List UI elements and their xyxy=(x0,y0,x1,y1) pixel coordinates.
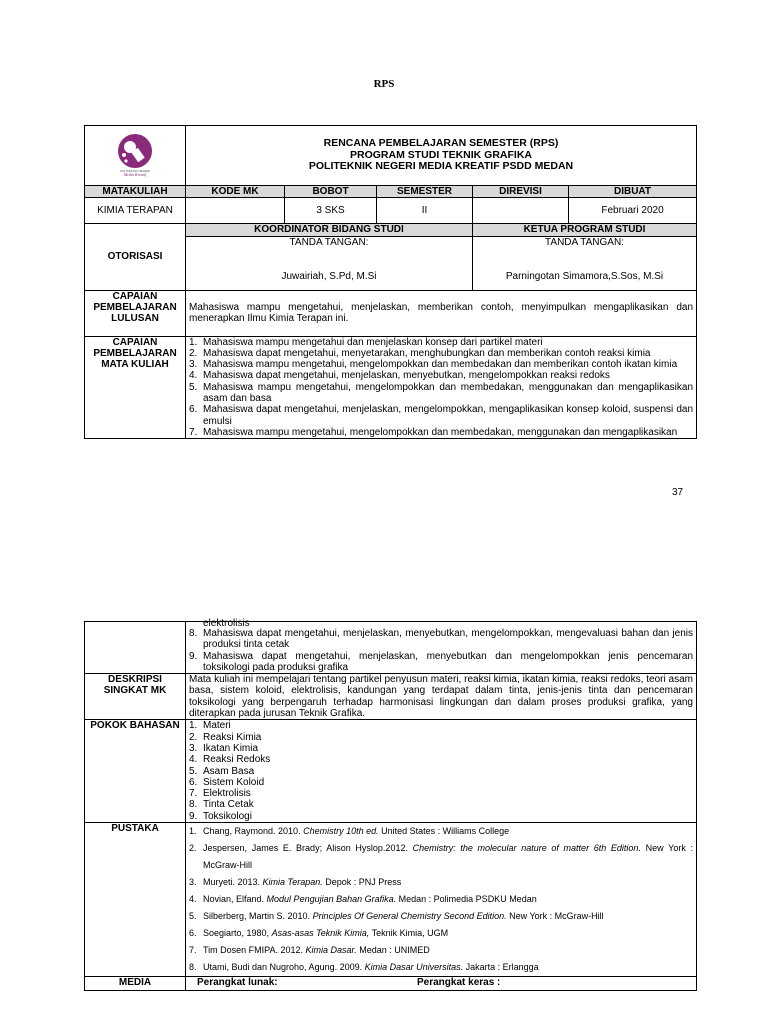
kaprodi-sign-label: TANDA TANGAN: xyxy=(545,236,624,248)
cpmk-item xyxy=(189,337,693,348)
pustaka-item xyxy=(189,908,693,925)
rps-heading-line1: RENCANA PEMBELAJARAN SEMESTER (RPS) xyxy=(323,137,559,150)
cpmk-item-number: 1. xyxy=(189,336,198,348)
course-revised xyxy=(473,198,569,224)
pokok-bahasan-list xyxy=(189,720,693,822)
koordinator-name: Juwairiah, S.Pd, M.Si xyxy=(281,270,377,282)
otorisasi-label: OTORISASI xyxy=(85,224,186,290)
pokok-item-number: 6. xyxy=(189,776,198,788)
pokok-item-number: 9. xyxy=(189,810,198,822)
pokok-item-number: 7. xyxy=(189,788,198,800)
cpmk-item-number: 8. xyxy=(189,628,198,639)
pustaka-item xyxy=(189,891,693,908)
pokok-item-text: Toksikologi xyxy=(203,810,252,822)
pustaka-item xyxy=(189,840,693,874)
pustaka-item-number: 5. xyxy=(189,911,197,922)
pustaka-item xyxy=(189,874,693,891)
pustaka-list xyxy=(189,823,693,976)
rps-heading-line2: PROGRAM STUDI TEKNIK GRAFIKA xyxy=(350,148,532,161)
cpmk-item-text: Mahasiswa dapat mengetahui, menjelaskan, mengelompokkan, mengaplikasikan konsep koloid, suspensi dan emulsi xyxy=(203,404,694,427)
pustaka-item-number: 4. xyxy=(189,894,197,905)
col-matakuliah: MATAKULIAH xyxy=(85,186,186,198)
col-bobot: BOBOT xyxy=(285,186,377,198)
kaprodi-signature xyxy=(473,236,697,290)
pustaka-item xyxy=(189,942,693,959)
course-created: Februari 2020 xyxy=(569,198,697,224)
kaprodi-name: Parningotan Simamora,S.Sos, M.Si xyxy=(505,270,664,282)
pustaka-item-text: Jespersen, James E. Brady; Alison Hyslop.2012. Chemistry: the molecular nature of matter 6th Edition. New York : McGraw-Hill xyxy=(203,843,693,871)
pustaka-item-text: Utami, Budi dan Nugroho, Agung. 2009. Kimia Dasar Universitas. Jakarta : Erlangga xyxy=(203,962,539,973)
pokok-item-text: Reaksi Kimia xyxy=(203,731,262,743)
pokok-item-text: Asam Basa xyxy=(203,765,255,777)
cpmk-item-number: 2. xyxy=(189,347,198,359)
cpmk-continuation-text: elektrolisis xyxy=(203,618,250,629)
koordinator-signature xyxy=(186,236,473,290)
media-hardware: Perangkat keras : xyxy=(417,977,501,989)
pokok-item xyxy=(189,720,693,731)
cpmk-item-text: Mahasiswa mampu mengetahui dan menjelaskan konsep dari partikel materi xyxy=(203,336,543,348)
cpmk-continued-cell xyxy=(186,618,697,674)
deskripsi-label: DESKRIPSI SINGKAT MK xyxy=(85,674,186,720)
cpmk-item xyxy=(189,370,693,381)
pokok-item-text: Ikatan Kimia xyxy=(203,742,259,754)
koordinator-title: KOORDINATOR BIDANG STUDI xyxy=(186,224,473,236)
cpmk-item-text: Mahasiswa dapat mengetahui, menjelaskan, menyebutkan, mengelompokkan, mengevaluasi bahan dan jenis produksi tinta cetak xyxy=(203,628,693,651)
cpmk-item xyxy=(189,404,693,427)
pokok-item xyxy=(189,799,693,810)
media-label: MEDIA xyxy=(85,977,186,991)
deskripsi-text: Mata kuliah ini mempelajari tentang partikel penyusun materi, reaksi kimia, ikatan kimia, reaksi redoks, teori asam basa, sistem koloid, elektrolisis, kandungan yang terdapat dalam tinta, jenis-jenis tinta dan pencemaran toksikologi yang berpengaruh terhadap harmonisasi lingkungan dan dalam proses produksi grafika, yang diterapkan pada jurusan Teknik Grafika. xyxy=(186,674,697,720)
pokok-item xyxy=(189,788,693,799)
svg-text:POLITEKNIK NEGERI: POLITEKNIK NEGERI xyxy=(119,168,151,173)
cpmk-item-text: Mahasiswa dapat mengetahui, menjelaskan, menyebutkan dan mengelompokkan jenis pencemaran toksikologi pada produksi grafika xyxy=(203,650,693,673)
pustaka-item-number: 8. xyxy=(189,962,197,973)
cpmk-list xyxy=(189,337,693,439)
rps-table-page2 xyxy=(84,618,697,991)
cpmk-list-continued xyxy=(189,628,693,673)
cpmk-item-number: 3. xyxy=(189,359,198,371)
rps-heading xyxy=(186,126,697,186)
pustaka-item-text: Chang, Raymond. 2010. Chemistry 10th ed. United States : Williams College xyxy=(203,826,510,837)
cpl-text: Mahasiswa mampu mengetahui, menjelaskan, memberikan contoh, menyimpulkan mengaplikasikan dan menerapkan Ilmu Kimia Terapan ini. xyxy=(186,290,697,336)
pustaka-item-number: 2. xyxy=(189,843,197,854)
pustaka-item xyxy=(189,823,693,840)
rps-heading-line3: POLITEKNIK NEGERI MEDIA KREATIF PSDD MEDAN xyxy=(308,160,574,173)
polimedia-logo-icon xyxy=(112,131,158,177)
pustaka-item-text: Silberberg, Martin S. 2010. Principles Of General Chemistry Second Edition. New York : McGraw-Hill xyxy=(203,911,604,922)
cpmk-item xyxy=(189,651,693,674)
pokok-bahasan-label: POKOK BAHASAN xyxy=(85,720,186,823)
cpmk-item xyxy=(189,359,693,370)
pustaka-label: PUSTAKA xyxy=(85,823,186,977)
pustaka-item-number: 7. xyxy=(189,945,197,956)
pustaka-item-number: 6. xyxy=(189,928,197,939)
cpmk-item-text: Mahasiswa dapat mengetahui, menyetarakan, menghubungkan dan memberikan contoh reaksi kimia xyxy=(203,347,651,359)
col-semester: SEMESTER xyxy=(377,186,473,198)
cpmk-item-text: Mahasiswa mampu mengetahui, mengelompokkan dan membedakan, menggunakan dan mengaplikasikan xyxy=(203,426,678,438)
pokok-item-number: 2. xyxy=(189,731,198,743)
pokok-item-text: Reaksi Redoks xyxy=(203,754,271,766)
pustaka-item-text: Muryeti. 2013. Kimia Terapan. Depok : PNJ Press xyxy=(203,877,402,888)
kaprodi-title: KETUA PROGRAM STUDI xyxy=(473,224,697,236)
cpmk-item xyxy=(189,427,693,438)
cpmk-item-number: 7. xyxy=(189,426,198,438)
pokok-bahasan-cell xyxy=(186,720,697,823)
pustaka-item-text: Novian, Elfand. Modul Pengujian Bahan Grafika. Medan : Polimedia PSDKU Medan xyxy=(203,894,537,905)
pokok-item-text: Materi xyxy=(203,720,231,732)
pokok-item-text: Tinta Cetak xyxy=(203,799,254,811)
pokok-item xyxy=(189,777,693,788)
pokok-item-number: 1. xyxy=(189,720,198,732)
pokok-item xyxy=(189,743,693,754)
cpmk-item xyxy=(189,348,693,359)
pokok-item xyxy=(189,732,693,743)
koordinator-sign-label: TANDA TANGAN: xyxy=(289,236,369,248)
cpmk-item-text: Mahasiswa mampu mengetahui, mengelompokkan dan membedakan, menggunakan dan mengaplikasikan asam dan basa xyxy=(203,381,694,405)
cpmk-item-number: 4. xyxy=(189,370,198,382)
cpmk-item-text: Mahasiswa dapat mengetahui, menjelaskan, menyebutkan, mengelompokkan reaksi redoks xyxy=(203,370,610,382)
col-kode-mk: KODE MK xyxy=(186,186,285,198)
cpmk-label: CAPAIAN PEMBELAJARAN MATA KULIAH xyxy=(85,336,186,439)
cpmk-item xyxy=(189,382,693,405)
col-direvisi: DIREVISI xyxy=(473,186,569,198)
rps-table-page1 xyxy=(84,125,697,439)
pustaka-item-text: Soegiarto, 1980, Asas-asas Teknik Kimia, Teknik Kimia, UGM xyxy=(203,928,449,939)
pokok-item-number: 8. xyxy=(189,799,198,811)
cpmk-item-number: 9. xyxy=(189,650,198,662)
document-title: RPS xyxy=(373,78,395,90)
pokok-item-text: Elektrolisis xyxy=(203,788,251,800)
pokok-item xyxy=(189,766,693,777)
cpmk-continued-label xyxy=(85,622,186,674)
pustaka-item-number: 1. xyxy=(189,826,197,837)
pokok-item-number: 3. xyxy=(189,742,198,754)
pustaka-item xyxy=(189,925,693,942)
cpmk-item-number: 5. xyxy=(189,381,198,393)
cpl-label: CAPAIAN PEMBELAJARAN LULUSAN xyxy=(85,290,186,336)
pustaka-item-number: 3. xyxy=(189,877,197,888)
pokok-item-text: Sistem Koloid xyxy=(203,776,265,788)
cpmk-item-number: 6. xyxy=(189,404,198,416)
cpmk-item xyxy=(189,628,693,651)
course-code xyxy=(186,198,285,224)
page-number: 37 xyxy=(672,487,684,498)
pustaka-item-text: Tim Dosen FMIPA. 2012. Kimia Dasar. Medan : UNIMED xyxy=(203,945,430,956)
pustaka-item xyxy=(189,959,693,976)
course-name: KIMIA TERAPAN xyxy=(85,198,186,224)
media-cell xyxy=(186,977,697,991)
logo-cell xyxy=(85,126,186,186)
pokok-item-number: 5. xyxy=(189,765,198,777)
pokok-item-number: 4. xyxy=(189,754,198,766)
pustaka-cell xyxy=(186,823,697,977)
cpmk-item-text: Mahasiswa mampu mengetahui, mengelompokkan dan membedakan dan memberikan contoh ikatan kimia xyxy=(203,359,678,371)
cpmk-cell xyxy=(186,336,697,439)
pokok-item xyxy=(189,811,693,822)
media-software: Perangkat lunak: xyxy=(197,977,278,989)
col-dibuat: DIBUAT xyxy=(569,186,697,198)
course-semester: II xyxy=(377,198,473,224)
course-credits: 3 SKS xyxy=(285,198,377,224)
pokok-item xyxy=(189,754,693,765)
svg-text:Media Kreatif: Media Kreatif xyxy=(123,171,147,177)
